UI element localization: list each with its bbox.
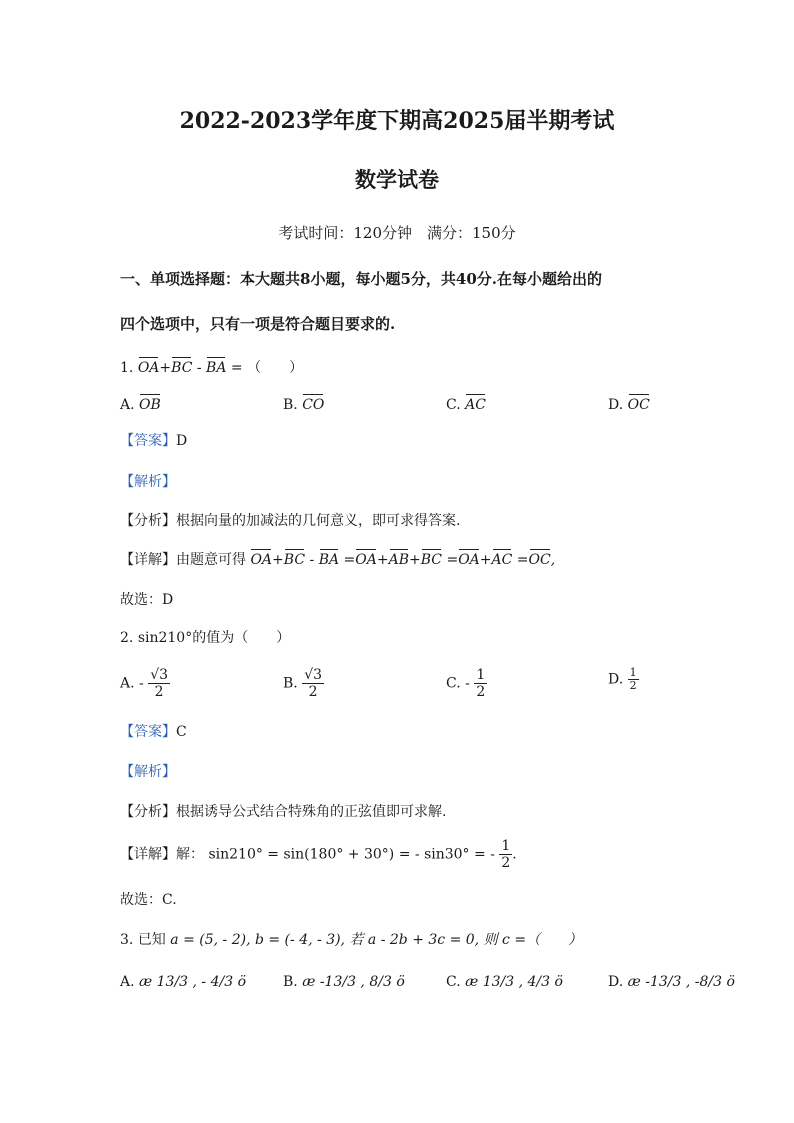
q2-option-c: C. - $\frac{1}{2}$	[446, 667, 486, 700]
q1-analysis: 【解析】	[120, 474, 176, 490]
q1-option-b: B. CO	[283, 397, 325, 413]
q1-option-d: D. OC	[608, 397, 650, 413]
q2-number: 2.	[120, 630, 134, 646]
exam-title: 2022-2023学年度下期高2025届半期考试	[179, 108, 615, 134]
q2-stem: 2. sin210°的值为（ ）	[120, 630, 291, 646]
q1-detail: 【详解】由题意可得 OA+BC - BA =OA+AB+BC =OA+AC =OC,	[120, 552, 556, 568]
section-heading-line2: 四个选项中，只有一项是符合题目要求的.	[120, 315, 396, 333]
q3-stem: 3. 已知 a = (5, - 2), b = (- 4, - 3), 若 a - 2b + 3c = 0, 则 c =（ ）	[120, 932, 583, 948]
q3-option-b: B. æ -13/3 , 8/3 ö	[283, 974, 405, 990]
q1-fenxi: 【分析】根据向量的加减法的几何意义，即可求得答案.	[120, 513, 461, 529]
q2-option-b: B. $\frac{√3}{2}$	[283, 667, 323, 700]
section-heading-line1: 一、单项选择题：本大题共8小题，每小题5分，共40分.在每小题给出的	[120, 270, 602, 288]
q1-answer-tag: 【答案】	[120, 433, 176, 449]
q2-fenxi: 【分析】根据诱导公式结合特殊角的正弦值即可求解.	[120, 804, 447, 820]
q1-option-a: A. OB	[120, 397, 161, 413]
q3-number: 3.	[120, 932, 134, 948]
q1-stem	[120, 357, 303, 377]
q1-detail-expression: OA+BC - BA =OA+AB+BC =OA+AC =OC,	[250, 552, 556, 568]
q1-expression: OA+BC - BA =	[137, 360, 248, 376]
q2-conclusion: 故选：C.	[120, 892, 177, 908]
q2-answer: 【答案】C	[120, 724, 187, 740]
exam-meta: 考试时间：120分钟 满分：150分	[278, 224, 516, 242]
q3-option-d: D. æ -13/3 , -8/3 ö	[608, 974, 735, 990]
q2-detail: 【详解】解： sin210° = sin(180° + 30°) = - sin30° = - $\frac{1}{2}$ .	[120, 838, 517, 871]
q1-bracket: （ ）	[247, 360, 304, 376]
exam-subtitle: 数学试卷	[355, 167, 439, 192]
q1-answer-value: D	[176, 433, 188, 449]
q1-option-c: C. AC	[446, 397, 486, 413]
q3-option-c: C. æ 13/3 , 4/3 ö	[446, 974, 563, 990]
q1-number: 1.	[120, 360, 134, 376]
q1-answer	[120, 430, 187, 450]
q3-option-a: A. æ 13/3 , - 4/3 ö	[120, 974, 247, 990]
q2-analysis: 【解析】	[120, 764, 176, 780]
q1-conclusion: 故选：D	[120, 592, 174, 608]
q2-option-a: A. - $\frac{√3}{2}$	[120, 667, 169, 700]
q2-option-d: D. $\frac{1}{2}$	[608, 666, 637, 692]
